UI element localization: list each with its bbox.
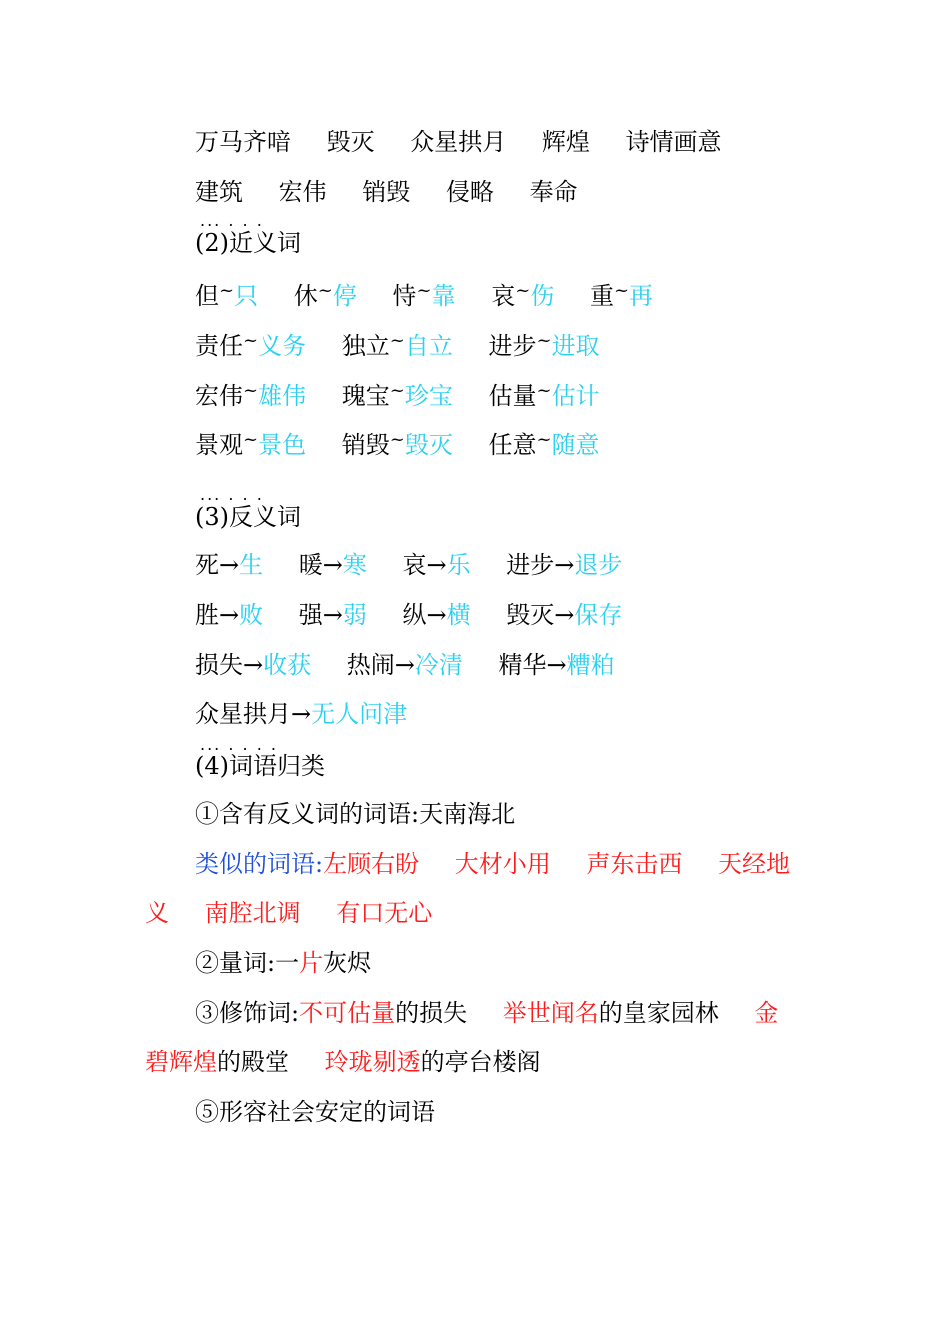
word: 毁灭 — [506, 601, 555, 629]
word: 随意 — [551, 431, 600, 459]
word: → — [291, 700, 312, 728]
word: 估计 — [551, 382, 600, 410]
word: 的损失 — [395, 999, 468, 1027]
synonym-row-1 — [195, 276, 653, 311]
word: 热闹 — [346, 651, 395, 679]
word: 冷清 — [414, 651, 463, 679]
word: 销毁 — [341, 431, 390, 459]
word: 奉命 — [529, 178, 578, 206]
word: ~ — [515, 280, 531, 301]
similar-words-line-1 — [195, 849, 790, 879]
synonym-row-4 — [195, 425, 600, 460]
word: ~ — [243, 330, 259, 351]
word: → — [322, 551, 343, 579]
word: ~ — [389, 380, 405, 401]
word: ~ — [219, 280, 235, 301]
word: 珍宝 — [404, 382, 453, 410]
word: 再 — [629, 282, 654, 310]
word: 片 — [299, 949, 324, 977]
word: 左顾右盼 — [323, 850, 420, 878]
word: → — [546, 651, 567, 679]
word: 估量 — [488, 382, 537, 410]
word: 重 — [589, 282, 614, 310]
word: ~ — [317, 280, 333, 301]
word: 义 — [145, 899, 169, 927]
word: 进取 — [551, 332, 600, 360]
word: ~ — [389, 429, 405, 450]
word: 碧辉煌 — [145, 1048, 217, 1076]
word: 进步 — [506, 551, 555, 579]
word: 的殿堂 — [217, 1048, 289, 1076]
word: 胜 — [195, 601, 219, 629]
section-heading-classify: (4)词语归类 — [195, 752, 325, 780]
word: → — [322, 601, 343, 629]
word: → — [243, 651, 264, 679]
antonym-row-3 — [195, 650, 615, 680]
word: 哀 — [491, 282, 516, 310]
word: ~ — [416, 280, 432, 301]
word: → — [219, 601, 240, 629]
classify-item-1: ①含有反义词的词语:天南海北 — [195, 800, 516, 828]
word: 的亭台楼阁 — [420, 1048, 541, 1076]
word: 举世闻名 — [502, 999, 599, 1027]
word: 恃 — [392, 282, 417, 310]
word: 停 — [332, 282, 357, 310]
word: 宏伟 — [278, 178, 327, 206]
word: 毁灭 — [326, 128, 375, 156]
section-heading-antonyms: (3)反义词 — [195, 503, 301, 531]
word: 灰烬 — [323, 949, 372, 977]
word: 众星拱月 — [410, 128, 507, 156]
word: 金 — [754, 999, 779, 1027]
emphasis-dots: ... . . . — [200, 485, 264, 504]
word: 强 — [298, 601, 323, 629]
classify-item-3-line-2 — [145, 1047, 541, 1077]
word: 横 — [446, 601, 471, 629]
word: 建筑 — [195, 178, 243, 206]
word: 责任 — [195, 332, 243, 360]
word: → — [554, 551, 575, 579]
word: 哀 — [402, 551, 427, 579]
classify-item-5: ⑤形容社会安定的词语 — [195, 1098, 435, 1126]
word: 但 — [195, 282, 219, 310]
word: 宏伟 — [195, 382, 243, 410]
word: 诗情画意 — [625, 128, 722, 156]
word: 雄伟 — [258, 382, 307, 410]
word: ~ — [243, 429, 259, 450]
word: 自立 — [404, 332, 453, 360]
word: 侵略 — [445, 178, 494, 206]
word: 万马齐喑 — [195, 128, 291, 156]
word: 弱 — [342, 601, 367, 629]
word: 败 — [239, 601, 264, 629]
word: ~ — [613, 280, 630, 301]
word: 独立 — [341, 332, 390, 360]
word: 只 — [234, 282, 259, 310]
antonym-row-4 — [195, 699, 407, 729]
word: 声东击西 — [586, 850, 683, 878]
word: 无人问津 — [311, 700, 408, 728]
word: ~ — [243, 380, 259, 401]
antonym-row-1 — [195, 550, 622, 580]
word: 天经地 — [718, 850, 791, 878]
word: 的皇家园林 — [598, 999, 719, 1027]
word: 进步 — [488, 332, 537, 360]
antonym-row-2 — [195, 600, 622, 630]
emphasis-dots: ... . . . . — [200, 735, 278, 754]
synonym-row-2 — [195, 326, 600, 361]
word: 景观 — [195, 431, 243, 459]
word: ~ — [389, 330, 405, 351]
word: 有口无心 — [336, 899, 433, 927]
word: 玲珑剔透 — [324, 1048, 421, 1076]
word: ~ — [536, 429, 552, 450]
word: → — [219, 551, 240, 579]
word: ~ — [536, 330, 552, 351]
word: 精华 — [498, 651, 547, 679]
classify-item-3-line-1 — [195, 998, 778, 1028]
word: 保存 — [574, 601, 623, 629]
word: 大材小用 — [454, 850, 551, 878]
word: → — [426, 601, 447, 629]
word: 义务 — [258, 332, 307, 360]
word: 死 — [195, 551, 219, 579]
word: 暖 — [298, 551, 323, 579]
word: 南腔北调 — [204, 899, 301, 927]
word: 伤 — [530, 282, 555, 310]
word: 乐 — [446, 551, 471, 579]
word: → — [426, 551, 447, 579]
emphasis-dots: ... . . . — [200, 211, 264, 230]
word: 糟粕 — [566, 651, 615, 679]
vocab-line-2 — [195, 177, 578, 207]
word: 损失 — [195, 651, 243, 679]
vocab-line-1 — [195, 127, 722, 157]
word: 瑰宝 — [341, 382, 390, 410]
word: 纵 — [402, 601, 427, 629]
similar-words-line-2 — [145, 898, 432, 928]
word: 景色 — [258, 431, 307, 459]
word: 收获 — [263, 651, 312, 679]
word: 不可估量 — [299, 999, 396, 1027]
synonym-row-3 — [195, 376, 600, 411]
word: → — [394, 651, 415, 679]
word: ③修饰词: — [195, 999, 300, 1027]
classify-item-2 — [195, 948, 371, 978]
word: 毁灭 — [404, 431, 453, 459]
word: 众星拱月 — [195, 700, 291, 728]
word: ~ — [536, 380, 552, 401]
section-heading-synonyms: (2)近义词 — [195, 229, 301, 257]
word: 寒 — [342, 551, 367, 579]
word: ②量词:一 — [195, 949, 300, 977]
word: 靠 — [431, 282, 456, 310]
word: 退步 — [574, 551, 623, 579]
word: 休 — [293, 282, 318, 310]
word: 任意 — [488, 431, 537, 459]
word: 生 — [239, 551, 264, 579]
word: → — [554, 601, 575, 629]
word: 辉煌 — [541, 128, 590, 156]
word: 类似的词语: — [195, 850, 324, 878]
word: 销毁 — [362, 178, 411, 206]
